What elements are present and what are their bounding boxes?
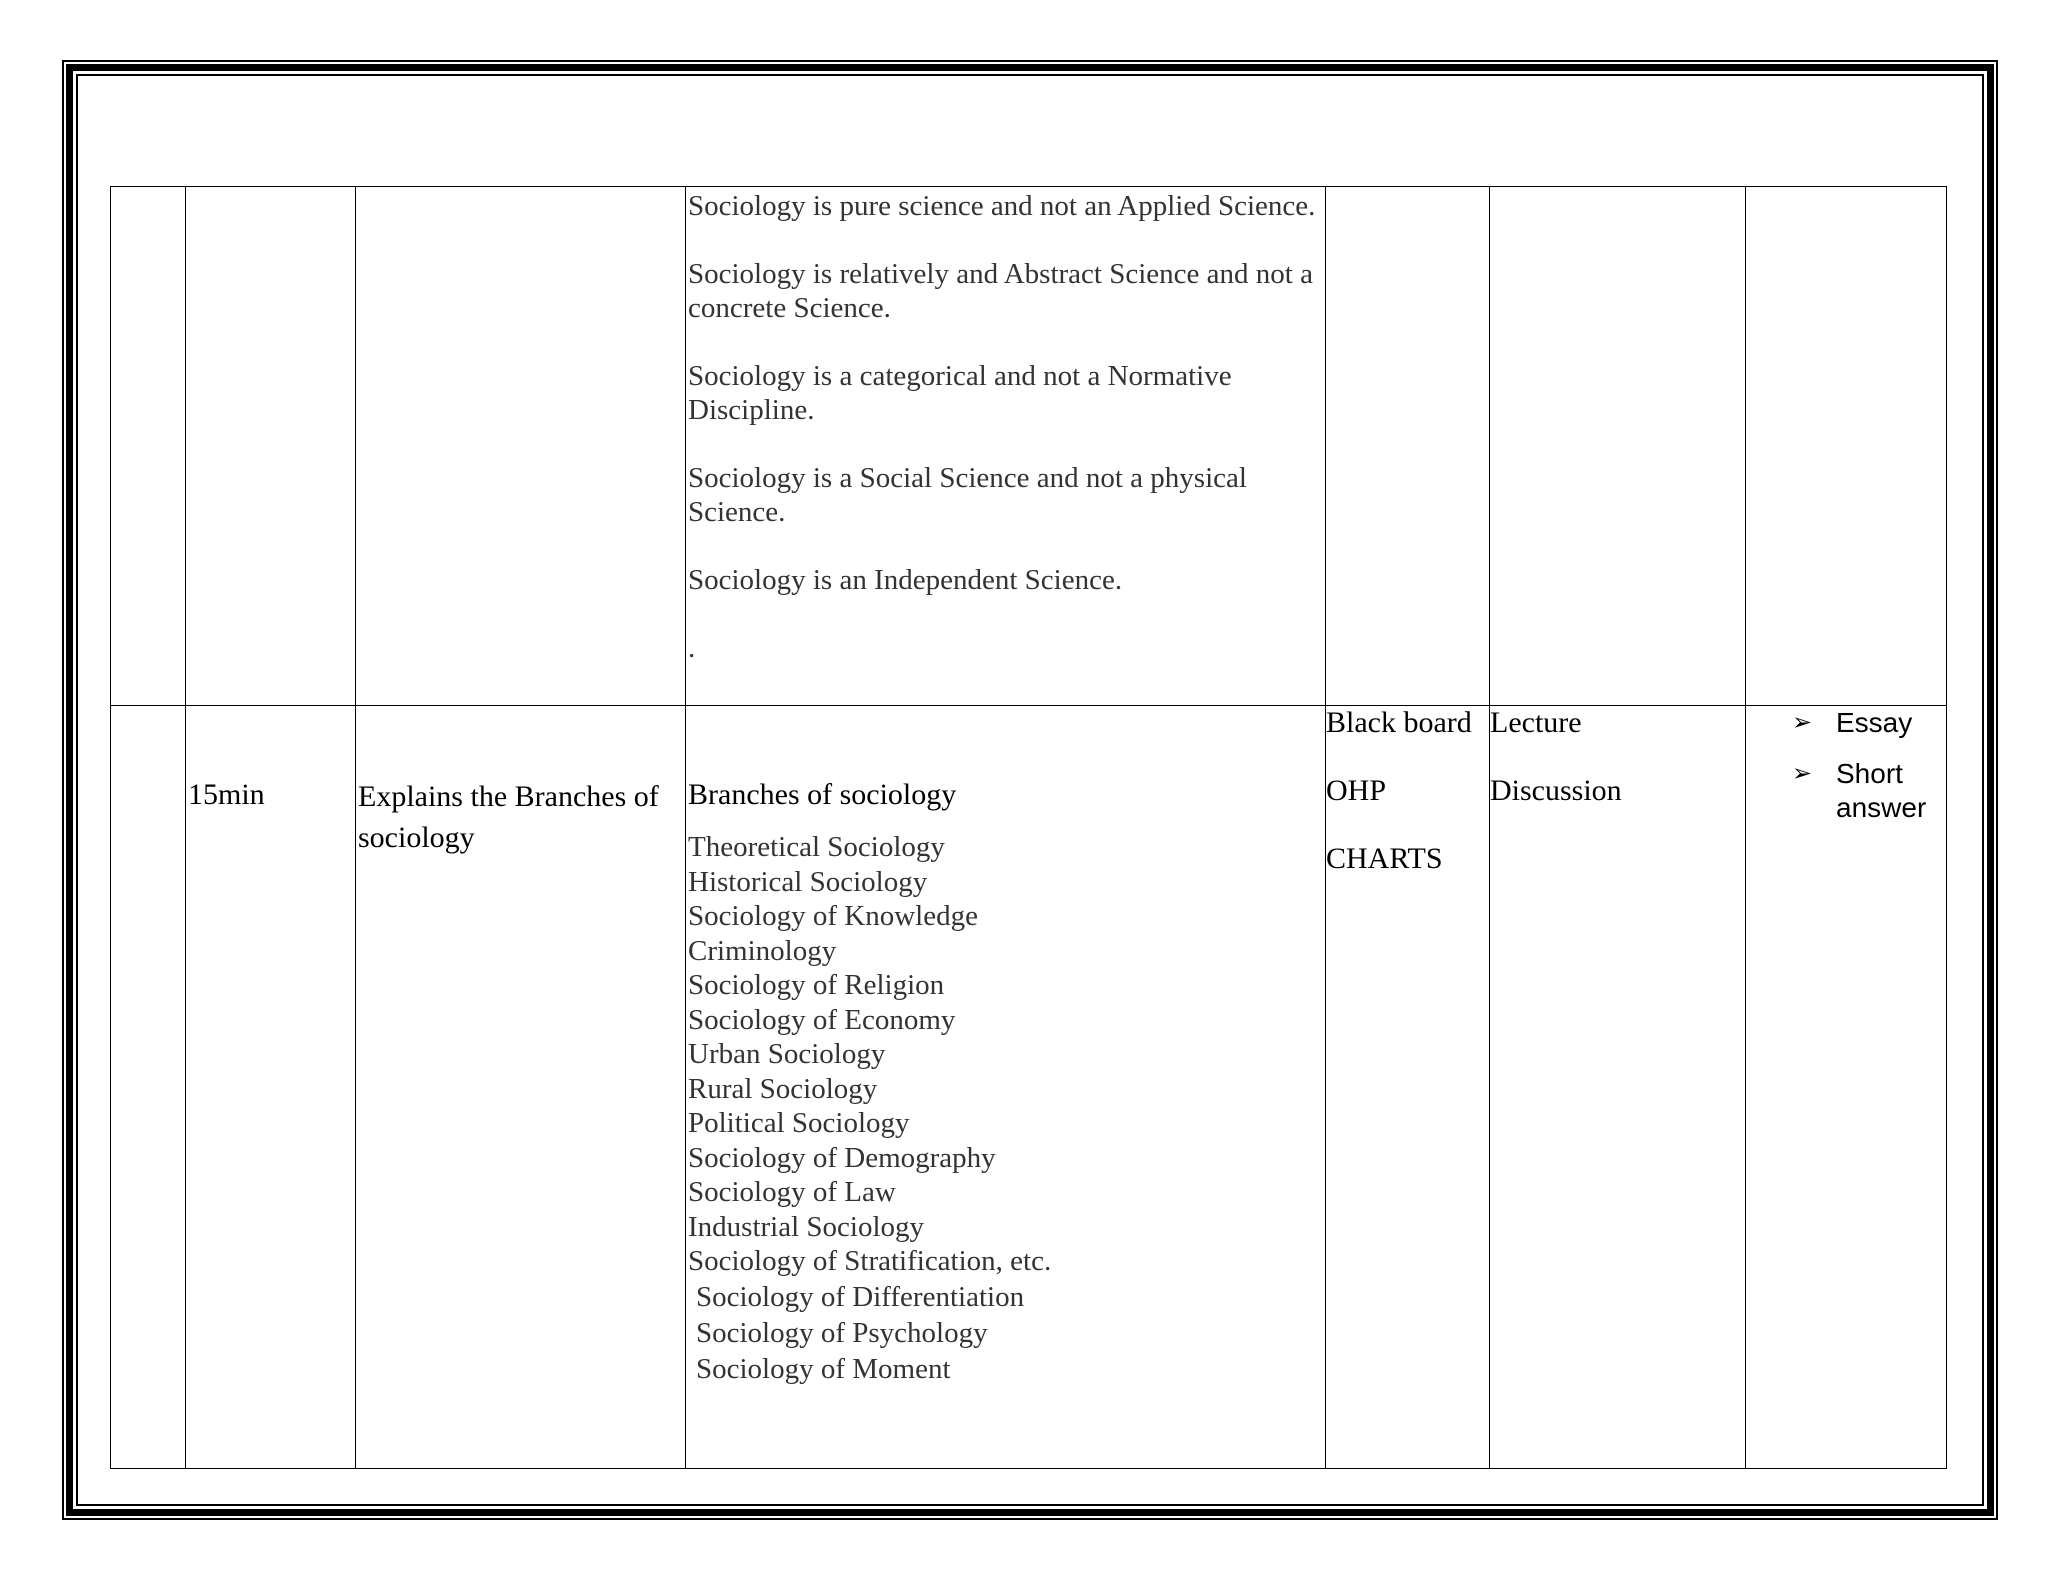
content-paragraph: Sociology is relatively and Abstract Science and not a concrete Science.: [688, 258, 1313, 324]
content-cell: [686, 187, 1326, 706]
list-item: Sociology of Demography: [688, 1141, 996, 1174]
teaching-aid: CHARTS: [1326, 842, 1443, 875]
evaluation-cell: [1746, 187, 1947, 706]
list-item: Sociology of Economy: [688, 1003, 956, 1036]
time-cell: [186, 706, 356, 1469]
method-cell: [1490, 706, 1746, 1469]
teaching-aids-cell: [1326, 706, 1490, 1469]
method-item: Discussion: [1490, 774, 1622, 807]
list-item: Sociology of Stratification, etc.: [688, 1245, 1052, 1277]
list-item: Theoretical Sociology: [688, 831, 945, 863]
content-paragraph: Sociology is a Social Science and not a physical Science.: [688, 462, 1247, 528]
evaluation-item: [1746, 757, 1946, 825]
lesson-plan-table: [110, 186, 1947, 1469]
arrow-bullet-icon: ➢: [1792, 760, 1813, 787]
list-item: Sociology of Religion: [688, 969, 945, 1001]
evaluation-text: Short answer: [1836, 758, 1927, 823]
evaluation-cell: [1746, 706, 1947, 1469]
sno-cell: [111, 706, 186, 1469]
objective-text: Explains the Branches of sociology: [358, 780, 659, 854]
list-item: Criminology: [688, 934, 837, 967]
branches-list: [686, 830, 1325, 1387]
content-cell: [686, 706, 1326, 1469]
teaching-aids-cell: [1326, 187, 1490, 706]
list-item: Sociology of Moment: [696, 1352, 951, 1385]
method-item: Lecture: [1490, 706, 1582, 739]
objective-cell: [356, 187, 686, 706]
list-item: Sociology of Psychology: [696, 1316, 988, 1349]
list-item: Sociology of Law: [688, 1176, 896, 1208]
method-cell: [1490, 187, 1746, 706]
evaluation-text: Essay: [1836, 707, 1913, 738]
teaching-aid: Black board: [1326, 706, 1472, 739]
table-row: [111, 187, 1947, 706]
content-paragraph: Sociology is an Independent Science.: [688, 564, 1123, 596]
evaluation-item: [1746, 706, 1946, 740]
objective-cell: [356, 706, 686, 1469]
time-cell: [186, 187, 356, 706]
content-paragraph: Sociology is a categorical and not a Normative Discipline.: [688, 360, 1232, 426]
list-item: Rural Sociology: [688, 1072, 878, 1105]
list-item: Political Sociology: [688, 1107, 910, 1139]
arrow-bullet-icon: ➢: [1792, 709, 1813, 736]
list-item: Sociology of Differentiation: [696, 1280, 1025, 1313]
content-heading: Branches of sociology: [688, 778, 957, 811]
list-item: Urban Sociology: [688, 1038, 886, 1070]
list-item: Historical Sociology: [688, 865, 928, 898]
sno-cell: [111, 187, 186, 706]
time-value: 15min: [188, 778, 265, 811]
content-paragraph: Sociology is pure science and not an Applied Science.: [688, 190, 1316, 222]
list-item: Industrial Sociology: [688, 1210, 925, 1243]
list-item: Sociology of Knowledge: [688, 900, 978, 932]
trailing-mark: .: [688, 632, 696, 664]
table-row: [111, 706, 1947, 1469]
teaching-aid: OHP: [1326, 774, 1387, 807]
